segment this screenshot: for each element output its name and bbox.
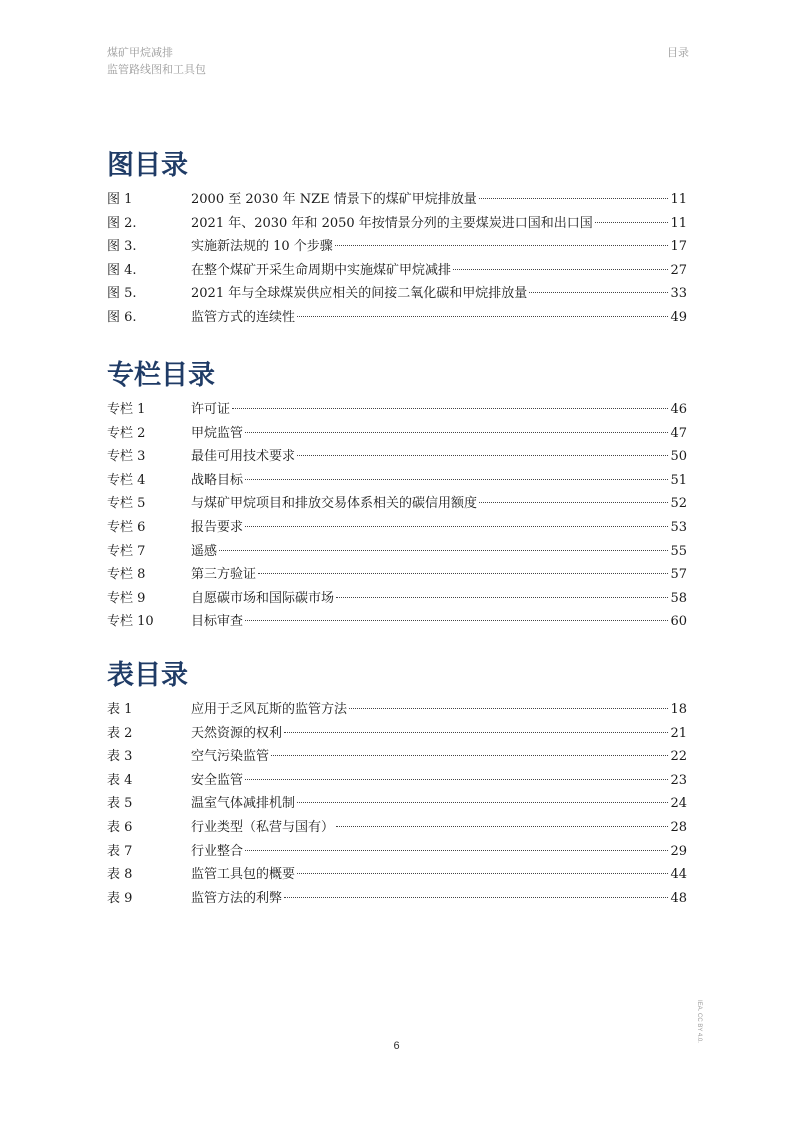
toc-entry-title: 战略目标 xyxy=(191,472,244,488)
dot-leader xyxy=(271,755,668,756)
dot-leader xyxy=(258,573,668,574)
dot-leader xyxy=(297,455,668,456)
toc-entry[interactable] xyxy=(107,887,687,911)
header-subtitle: 监管路线图和工具包 xyxy=(107,63,206,76)
toc-entry-title: 报告要求 xyxy=(191,519,244,535)
list-of-boxes xyxy=(107,356,687,634)
toc-entry-label: 专栏 6 xyxy=(107,519,146,535)
toc-entry[interactable] xyxy=(107,540,687,564)
toc-entry-title: 最佳可用技术要求 xyxy=(191,449,296,465)
header-title: 煤矿甲烷减排 xyxy=(107,46,173,59)
dot-leader xyxy=(335,245,669,246)
toc-entry[interactable] xyxy=(107,469,687,493)
toc-entry-title: 与煤矿甲烷项目和排放交易体系相关的碳信用额度 xyxy=(191,496,478,512)
dot-leader xyxy=(284,897,668,898)
toc-entry-page: 44 xyxy=(670,867,687,883)
toc-entry-title: 应用于乏风瓦斯的监管方法 xyxy=(191,702,348,717)
running-header xyxy=(107,44,206,78)
dot-leader xyxy=(245,526,668,527)
toc-entry-label: 专栏 4 xyxy=(107,472,146,488)
toc-entry-label: 图 6. xyxy=(107,309,137,325)
dot-leader xyxy=(245,432,668,433)
toc-entry-page: 33 xyxy=(670,286,687,302)
toc-entry-label: 专栏 10 xyxy=(107,614,154,630)
toc-entry[interactable] xyxy=(107,863,687,887)
toc-entry-label: 图 4. xyxy=(107,262,137,278)
toc-entry[interactable] xyxy=(107,816,687,840)
list-of-figures xyxy=(107,146,687,330)
toc-entry-page: 11 xyxy=(670,215,687,231)
toc-entry-title: 2021 年与全球煤炭供应相关的间接二氧化碳和甲烷排放量 xyxy=(191,286,528,302)
toc-entry-label: 专栏 7 xyxy=(107,543,146,559)
toc-entry-page: 17 xyxy=(670,239,687,255)
toc-entry-page: 53 xyxy=(670,519,687,535)
dot-leader xyxy=(479,502,668,503)
dot-leader xyxy=(529,292,668,293)
toc-entry[interactable] xyxy=(107,212,687,236)
page-number: 6 xyxy=(393,1040,400,1052)
toc-entry[interactable] xyxy=(107,306,687,330)
dot-leader xyxy=(245,479,668,480)
toc-entry-title: 遥感 xyxy=(191,543,218,559)
list-of-tables xyxy=(107,656,687,910)
toc-entry[interactable] xyxy=(107,445,687,469)
dot-leader xyxy=(219,550,668,551)
toc-entry[interactable] xyxy=(107,398,687,422)
toc-entry-page: 55 xyxy=(670,543,687,559)
toc-entry-label: 专栏 1 xyxy=(107,402,146,417)
toc-entry-page: 51 xyxy=(670,472,687,488)
toc-entry-title: 监管工具包的概要 xyxy=(191,867,296,883)
toc-entry-title: 温室气体减排机制 xyxy=(191,796,296,812)
toc-entry[interactable] xyxy=(107,259,687,283)
dot-leader xyxy=(453,269,668,270)
toc-entry-label: 专栏 2 xyxy=(107,425,146,441)
toc-entry-page: 46 xyxy=(670,402,687,417)
toc-entry-title: 自愿碳市场和国际碳市场 xyxy=(191,590,335,606)
boxes-heading: 专栏目录 xyxy=(107,360,215,391)
toc-entry-page: 58 xyxy=(670,590,687,606)
toc-entry-title: 在整个煤矿开采生命周期中实施煤矿甲烷减排 xyxy=(191,262,452,278)
toc-entry-page: 18 xyxy=(670,702,687,717)
toc-entry-page: 21 xyxy=(670,725,687,741)
boxes-entries xyxy=(107,398,687,634)
toc-entry-label: 图 5. xyxy=(107,286,137,302)
toc-entry-page: 60 xyxy=(670,614,687,630)
toc-entry[interactable] xyxy=(107,282,687,306)
toc-entry[interactable] xyxy=(107,563,687,587)
toc-entry-page: 24 xyxy=(670,796,687,812)
toc-entry[interactable] xyxy=(107,840,687,864)
toc-entry-title: 2021 年、2030 年和 2050 年按情景分列的主要煤炭进口国和出口国 xyxy=(191,215,593,231)
toc-entry-label: 表 9 xyxy=(107,890,133,906)
toc-entry-label: 表 3 xyxy=(107,749,133,765)
toc-entry-title: 安全监管 xyxy=(191,772,244,788)
toc-entry-label: 专栏 5 xyxy=(107,496,146,512)
toc-entry[interactable] xyxy=(107,587,687,611)
toc-entry-page: 23 xyxy=(670,772,687,788)
dot-leader xyxy=(336,597,668,598)
toc-entry-label: 表 6 xyxy=(107,819,133,835)
toc-entry-title: 目标审查 xyxy=(191,614,244,630)
toc-entry[interactable] xyxy=(107,235,687,259)
tables-heading: 表目录 xyxy=(107,660,188,691)
figures-heading: 图目录 xyxy=(107,150,188,181)
toc-entry-page: 57 xyxy=(670,567,687,583)
toc-entry-page: 52 xyxy=(670,496,687,512)
dot-leader xyxy=(349,708,668,709)
dot-leader xyxy=(232,408,668,409)
toc-entry[interactable] xyxy=(107,188,687,212)
toc-entry-label: 表 5 xyxy=(107,796,133,812)
dot-leader xyxy=(245,620,668,621)
toc-entry-title: 许可证 xyxy=(191,402,231,417)
dot-leader xyxy=(479,198,669,199)
toc-entry-label: 图 2. xyxy=(107,215,137,231)
toc-entry-title: 行业整合 xyxy=(191,843,244,859)
toc-entry-page: 48 xyxy=(670,890,687,906)
toc-entry-page: 47 xyxy=(670,425,687,441)
toc-entry-page: 49 xyxy=(670,309,687,325)
license-credit: IEA. CC BY 4.0. xyxy=(696,1000,702,1043)
toc-entry-title: 空气污染监管 xyxy=(191,749,270,765)
tables-entries xyxy=(107,698,687,910)
toc-entry-title: 监管方式的连续性 xyxy=(191,309,296,325)
dot-leader xyxy=(284,732,668,733)
toc-entry-title: 实施新法规的 10 个步骤 xyxy=(191,239,333,255)
toc-entry-label: 专栏 3 xyxy=(107,449,146,465)
toc-entry[interactable] xyxy=(107,422,687,446)
toc-entry-page: 28 xyxy=(670,819,687,835)
toc-entry[interactable] xyxy=(107,722,687,746)
dot-leader xyxy=(297,802,668,803)
header-section-name: 目录 xyxy=(667,46,689,59)
dot-leader xyxy=(297,316,668,317)
dot-leader xyxy=(245,850,668,851)
toc-entry-label: 表 7 xyxy=(107,843,133,859)
toc-entry-label: 表 8 xyxy=(107,867,133,883)
toc-entry-title: 行业类型（私营与国有） xyxy=(191,819,335,835)
toc-entry[interactable] xyxy=(107,792,687,816)
toc-entry-title: 2000 至 2030 年 NZE 情景下的煤矿甲烷排放量 xyxy=(191,192,477,207)
toc-entry-title: 甲烷监管 xyxy=(191,425,244,441)
toc-entry[interactable] xyxy=(107,492,687,516)
toc-entry-label: 专栏 8 xyxy=(107,567,146,583)
dot-leader xyxy=(595,222,669,223)
toc-entry-label: 表 1 xyxy=(107,702,133,717)
toc-entry-label: 专栏 9 xyxy=(107,590,146,606)
dot-leader xyxy=(336,826,668,827)
toc-entry[interactable] xyxy=(107,610,687,634)
dot-leader xyxy=(245,779,668,780)
dot-leader xyxy=(297,873,668,874)
toc-entry-page: 22 xyxy=(670,749,687,765)
toc-entry[interactable] xyxy=(107,698,687,722)
toc-entry-label: 表 2 xyxy=(107,725,133,741)
toc-entry[interactable] xyxy=(107,769,687,793)
toc-entry-title: 监管方法的利弊 xyxy=(191,890,283,906)
toc-entry-title: 第三方验证 xyxy=(191,567,257,583)
toc-entry-label: 图 1 xyxy=(107,192,133,207)
toc-entry-page: 29 xyxy=(670,843,687,859)
toc-entry[interactable] xyxy=(107,516,687,540)
toc-entry-label: 表 4 xyxy=(107,772,133,788)
toc-entry-page: 27 xyxy=(670,262,687,278)
toc-entry-label: 图 3. xyxy=(107,239,137,255)
toc-entry-title: 天然资源的权利 xyxy=(191,725,283,741)
toc-entry[interactable] xyxy=(107,745,687,769)
figures-entries xyxy=(107,188,687,330)
toc-entry-page: 50 xyxy=(670,449,687,465)
toc-entry-page: 11 xyxy=(670,192,687,207)
